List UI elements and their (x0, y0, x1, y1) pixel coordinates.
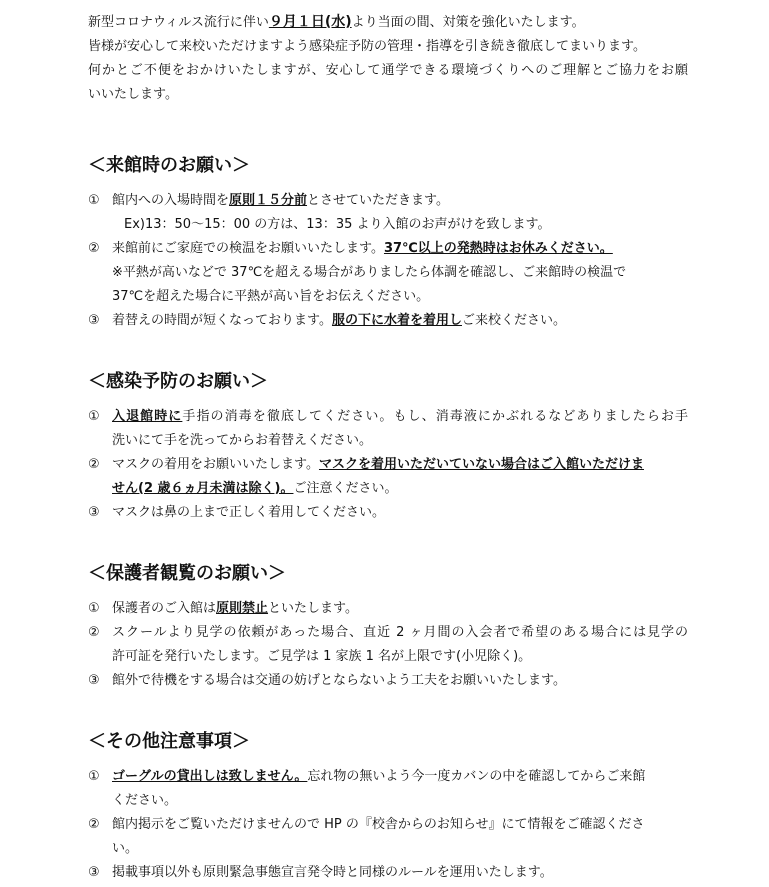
infection-item-2-cont (88, 477, 688, 501)
item-number: ② (88, 817, 100, 832)
item-text: 忘れ物の無いよう今一度カバンの中を確認してからご来館 (307, 769, 646, 784)
item-number: ② (88, 625, 100, 640)
item-text: 手指の消毒を徹底してください。もし、消毒液にかぶれるなどありましたらお手 (182, 409, 688, 424)
arrival-item-2 (88, 237, 688, 261)
guardians-item-2-cont: 許可証を発行いたします。ご見学は 1 家族 1 名が上限です(小児除く)。 (112, 649, 532, 664)
item-number: ③ (88, 673, 100, 688)
intro-text: 新型コロナウィルス流行に伴い (88, 15, 269, 30)
guardians-item-1 (88, 597, 688, 621)
intro-text: より当面の間、対策を強化いたします。 (351, 15, 585, 30)
item-emphasis: 37℃以上の発熱時はお休みください。 (383, 241, 613, 256)
other-item-2-cont: い。 (112, 841, 139, 856)
item-number: ③ (88, 313, 100, 328)
arrival-item-1 (88, 189, 688, 213)
intro-line-2: 皆様が安心して来校いただけますよう感染症予防の管理・指導を引き続き徹底してまいります。 (88, 39, 646, 54)
item-emphasis: 服の下に水着を着用し (331, 313, 462, 328)
section-heading-arrival: ＜来館時のお願い＞ (88, 155, 250, 176)
notice-document (88, 10, 688, 885)
intro-line-4: いいたします。 (88, 87, 178, 102)
item-text: マスクの着用をお願いいたします。 (112, 457, 319, 472)
guardians-item-2 (88, 621, 688, 645)
arrival-item-2-note-1: ※平熱が高いなどで 37℃を超える場合がありましたら体調を確認し、ご来館時の検温で (112, 265, 627, 280)
infection-item-1 (88, 405, 688, 429)
item-number: ③ (88, 505, 100, 520)
other-item-1 (88, 765, 688, 789)
item-emphasis: 原則１５分前 (229, 193, 308, 208)
item-number: ① (88, 409, 100, 424)
item-text: スクールより見学の依頼があった場合、直近 2 ヶ月間の入会者で希望のある場合には見学の (112, 625, 688, 640)
item-text: 館内への入場時間を (112, 193, 230, 208)
item-number: ① (88, 193, 100, 208)
item-text: 館外で待機をする場合は交通の妨げとならないよう工夫をお願いいたします。 (112, 673, 566, 688)
section-heading-guardians: ＜保護者観覧のお願い＞ (88, 563, 286, 584)
item-emphasis: せん(2 歳６ヵ月未満は除く)。 (112, 481, 294, 496)
item-text: といたします。 (268, 601, 358, 616)
infection-item-2 (88, 453, 688, 477)
arrival-item-3 (88, 309, 688, 333)
item-text: ご注意ください。 (293, 481, 398, 496)
item-emphasis: 入退館時に (112, 409, 183, 424)
intro-date: ９月１日(水) (268, 14, 352, 30)
infection-item-1-cont: 洗いにて手を洗ってからお着替えください。 (112, 433, 373, 448)
intro-line-3: 何かとご不便をおかけいたしますが、安心して通学できる環境づくりへのご理解とご協力をお願 (88, 63, 688, 78)
item-number: ② (88, 241, 100, 256)
arrival-item-2-note-2: 37℃を超えた場合に平熱が高い旨をお伝えください。 (112, 289, 430, 304)
section-heading-other: ＜その他注意事項＞ (88, 731, 250, 752)
item-text: 着替えの時間が短くなっております。 (112, 313, 332, 328)
item-text: とさせていただきます。 (307, 193, 449, 208)
item-text: ご来校ください。 (461, 313, 566, 328)
item-emphasis: 原則禁止 (216, 601, 269, 616)
other-item-1-cont: ください。 (112, 793, 178, 808)
item-emphasis: マスクを着用いただいていない場合はご入館いただけま (318, 457, 644, 472)
item-text: 保護者のご入館は (112, 601, 217, 616)
guardians-item-3 (88, 669, 688, 693)
item-text: 掲載事項以外も原則緊急事態宣言発令時と同様のルールを運用いたします。 (112, 865, 553, 880)
arrival-item-1-example: Ex)13：50～15：00 の方は、13：35 より入館のお声がけを致します。 (124, 217, 551, 232)
section-heading-infection: ＜感染予防のお願い＞ (88, 371, 268, 392)
item-number: ① (88, 601, 100, 616)
item-number: ③ (88, 865, 100, 880)
item-number: ① (88, 769, 100, 784)
item-emphasis: ゴーグルの貸出しは致しません。 (112, 769, 308, 784)
item-number: ② (88, 457, 100, 472)
infection-item-3 (88, 501, 688, 525)
item-text: 館内掲示をご覧いただけませんので HP の『校舎からのお知らせ』にて情報をご確認くださ (112, 817, 645, 832)
other-item-2 (88, 813, 688, 837)
item-text: マスクは鼻の上まで正しく着用してください。 (112, 505, 386, 520)
item-text: 来館前にご家庭での検温をお願いいたします。 (112, 241, 384, 256)
other-item-3 (88, 861, 688, 885)
intro-line-1 (88, 10, 688, 35)
